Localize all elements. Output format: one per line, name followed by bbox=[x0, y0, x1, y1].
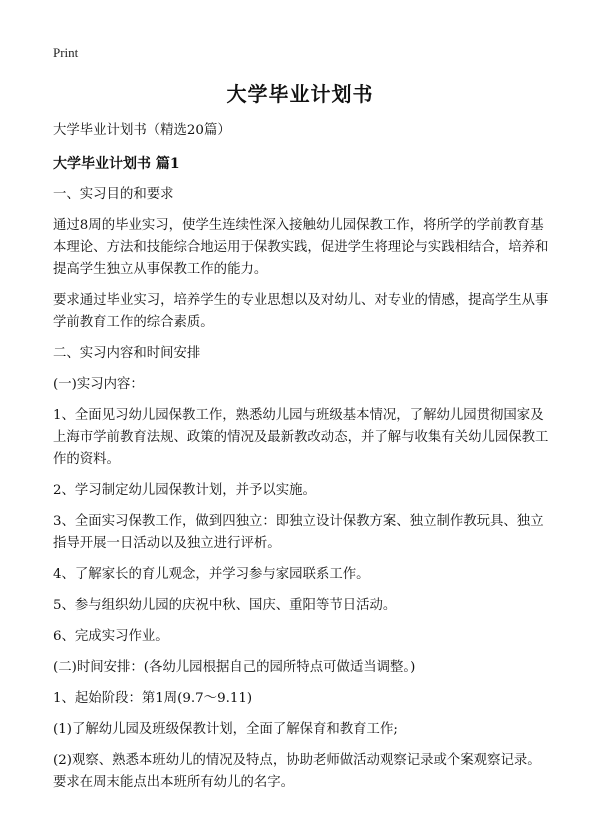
print-link[interactable]: Print bbox=[53, 45, 79, 60]
list-item: (2)观察、熟悉本班幼儿的情况及特点，协助老师做活动观察记录或个案观察记录。要求在周末能点出本班所有幼儿的名字。 bbox=[53, 753, 541, 790]
list-item: 6、完成实习作业。 bbox=[53, 629, 169, 644]
list-item: 4、了解家长的育儿观念，并学习参与家园联系工作。 bbox=[53, 567, 370, 582]
document-title: 大学毕业计划书 bbox=[226, 82, 374, 106]
list-item: 2、学习制定幼儿园保教计划，并予以实施。 bbox=[53, 483, 316, 498]
document-subtitle: 大学毕业计划书（精选20篇） bbox=[53, 123, 231, 138]
section-heading: 大学毕业计划书 篇1 bbox=[53, 156, 180, 172]
document-body bbox=[53, 120, 551, 803]
subheading-content: (一)实习内容： bbox=[53, 377, 144, 392]
schedule-phase: 1、起始阶段：第1周(9.7～9.11) bbox=[53, 691, 253, 706]
subheading-schedule: (二)时间安排：(各幼儿园根据自己的园所特点可做适当调整。) bbox=[53, 660, 416, 675]
heading-purpose: 一、实习目的和要求 bbox=[53, 187, 174, 202]
paragraph-purpose: 通过8周的毕业实习，使学生连续性深入接触幼儿园保教工作，将所学的学前教育基本理论、方法和技能综合地运用于保教实践，促进学生将理论与实践相结合，培养和提高学生独立从事保教工作的能力。 bbox=[53, 218, 549, 277]
list-item: 1、全面见习幼儿园保教工作，熟悉幼儿园与班级基本情况，了解幼儿园贯彻国家及上海市学前教育法规、政策的情况及最新教改动态，并了解与收集有关幼儿园保教工作的资料。 bbox=[53, 408, 549, 467]
list-item: 3、全面实习保教工作，做到四独立：即独立设计保教方案、独立制作教玩具、独立指导开展一日活动以及独立进行评析。 bbox=[53, 514, 544, 551]
heading-content-schedule: 二、实习内容和时间安排 bbox=[53, 346, 201, 361]
list-item: (1)了解幼儿园及班级保教计划，全面了解保育和教育工作; bbox=[53, 722, 398, 737]
list-item: 5、参与组织幼儿园的庆祝中秋、国庆、重阳等节日活动。 bbox=[53, 598, 397, 613]
paragraph-requirements: 要求通过毕业实习，培养学生的专业思想以及对幼儿、对专业的情感，提高学生从事学前教育工作的综合素质。 bbox=[53, 293, 549, 330]
